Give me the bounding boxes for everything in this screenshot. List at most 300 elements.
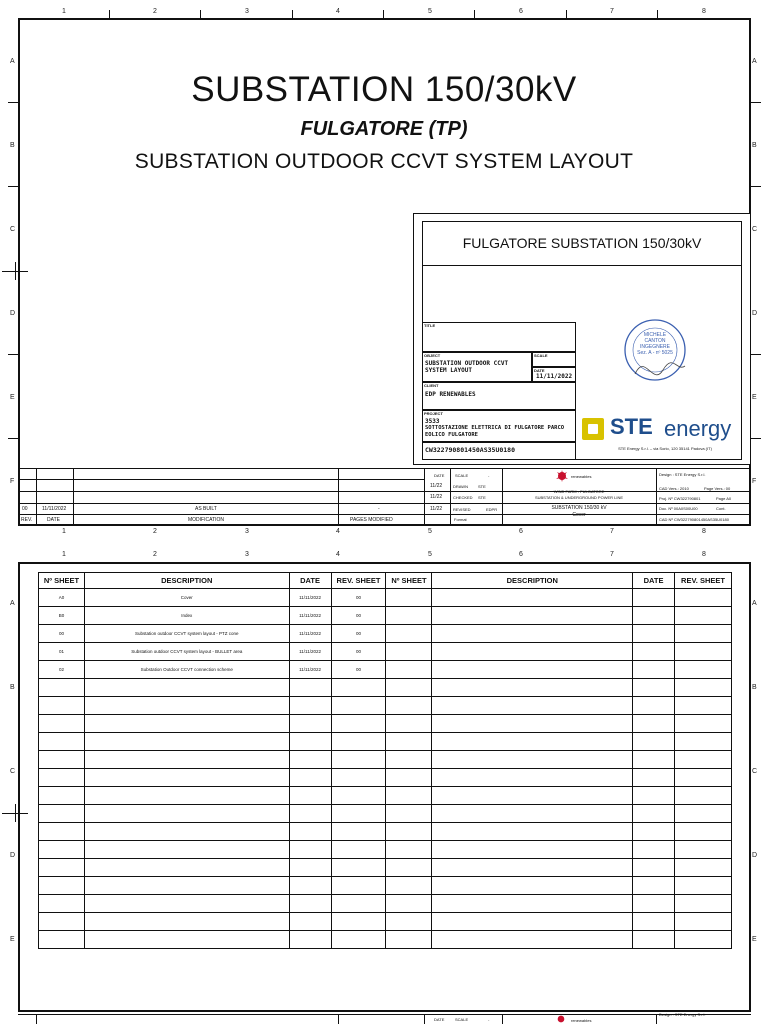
table-cell (386, 805, 432, 823)
revblock-col (450, 468, 451, 526)
date-label: DATE (534, 368, 545, 373)
table-cell (39, 805, 85, 823)
table-cell (39, 913, 85, 931)
grid-tick (292, 10, 293, 18)
table-cell (633, 607, 675, 625)
grid-col: 5 (428, 528, 432, 535)
table-cell (432, 895, 633, 913)
table-cell (289, 697, 331, 715)
table-cell (633, 859, 675, 877)
table-row (39, 697, 732, 715)
table-cell (331, 787, 386, 805)
grid-col: 5 (428, 551, 432, 558)
col-header: DATE (289, 573, 331, 589)
table-cell (633, 895, 675, 913)
table-cell (386, 661, 432, 679)
table-cell (331, 769, 386, 787)
table-cell (289, 751, 331, 769)
table-cell: 02 (39, 661, 85, 679)
strip-scale-value: - (488, 1017, 490, 1022)
table-cell (84, 679, 289, 697)
table-cell (633, 715, 675, 733)
grid-row: E (752, 394, 757, 401)
edp-brand: renewables (571, 474, 592, 479)
table-cell (675, 661, 732, 679)
grid-tick (474, 10, 475, 18)
table-cell: 11/11/2022 (289, 643, 331, 661)
revblock-col (424, 468, 425, 526)
grid-row: D (752, 852, 758, 859)
grid-col: 8 (702, 8, 706, 15)
table-cell (432, 625, 633, 643)
table-cell (84, 841, 289, 859)
revised-date: 11/22 (430, 506, 443, 512)
table-cell: 00 (331, 661, 386, 679)
table-cell (289, 841, 331, 859)
table-cell: A0 (39, 589, 85, 607)
table-cell (386, 787, 432, 805)
grid-row: A (10, 600, 15, 607)
table-cell (39, 787, 85, 805)
table-row (39, 679, 732, 697)
table-cell (675, 697, 732, 715)
table-cell (386, 895, 432, 913)
table-cell (675, 607, 732, 625)
cad-number: CAD Nº CW322790801450AS35U0180 (659, 517, 729, 522)
grid-row: C (752, 768, 758, 775)
grid-tick (657, 10, 658, 18)
table-cell (633, 913, 675, 931)
stamp-line: CANTON (644, 338, 666, 344)
table-row (39, 931, 732, 949)
grid-row: F (10, 478, 15, 485)
table-cell (331, 679, 386, 697)
table-cell (331, 913, 386, 931)
grid-col: 7 (610, 8, 614, 15)
strip-date-label: DATE (434, 1017, 445, 1022)
table-cell (432, 643, 633, 661)
table-row (39, 805, 732, 823)
table-row (39, 751, 732, 769)
table-cell (331, 805, 386, 823)
table-row (39, 787, 732, 805)
revblock-col (656, 468, 657, 526)
table-cell (39, 733, 85, 751)
table-cell: 00 (331, 607, 386, 625)
table-cell (331, 895, 386, 913)
table-cell (289, 715, 331, 733)
main-title: SUBSTATION 150/30kV (191, 70, 577, 109)
table-row (39, 841, 732, 859)
strip-col (338, 1014, 339, 1024)
table-cell (84, 805, 289, 823)
project-label: PROJECT (424, 411, 443, 416)
table-cell (39, 859, 85, 877)
grid-col: 4 (336, 528, 340, 535)
grid-col: 6 (519, 528, 523, 535)
table-cell (386, 769, 432, 787)
revised-by: EDPR (486, 507, 498, 512)
checked-label: CHECKED (453, 495, 473, 500)
next-page-edge (18, 1014, 751, 1015)
col-header: REV. SHEET (331, 573, 386, 589)
table-cell (289, 805, 331, 823)
grid-tick (751, 438, 761, 439)
table-row (39, 913, 732, 931)
revised-label: REVISED (453, 507, 471, 512)
table-row (39, 895, 732, 913)
table-cell (675, 823, 732, 841)
table-cell (39, 715, 85, 733)
table-cell (289, 733, 331, 751)
table-cell (432, 841, 633, 859)
table-cell: 00 (331, 643, 386, 661)
grid-tick (566, 10, 567, 18)
table-cell (633, 841, 675, 859)
index-header-row (39, 573, 732, 589)
table-cell (432, 769, 633, 787)
table-cell (289, 895, 331, 913)
table-cell (633, 823, 675, 841)
strip-design: Design : STE Energy S.r.l. (659, 1012, 706, 1017)
grid-row: A (10, 58, 15, 65)
drawing-description: SUBSTATION OUTDOOR CCVT SYSTEM LAYOUT (134, 150, 634, 173)
table-cell (432, 607, 633, 625)
table-cell (331, 715, 386, 733)
table-cell (84, 895, 289, 913)
table-cell (432, 589, 633, 607)
strip-brand: renewables (571, 1018, 592, 1023)
table-cell (633, 661, 675, 679)
revblock-row (18, 503, 751, 504)
grid-row: E (752, 936, 757, 943)
table-cell (432, 805, 633, 823)
grid-col: 3 (245, 528, 249, 535)
table-cell: 11/11/2022 (289, 607, 331, 625)
hdr-rev: REV. (21, 517, 33, 523)
table-cell (331, 859, 386, 877)
grid-row: B (752, 142, 757, 149)
table-cell (633, 751, 675, 769)
grid-row: D (752, 310, 758, 317)
table-cell (432, 751, 633, 769)
table-cell (386, 913, 432, 931)
table-cell (386, 625, 432, 643)
table-cell (633, 679, 675, 697)
table-cell (633, 589, 675, 607)
table-cell (675, 751, 732, 769)
table-cell (289, 913, 331, 931)
stamp-line: MICHELE (643, 332, 667, 338)
table-cell (675, 625, 732, 643)
company-address: STE Energy S.r.l. – via Sorio, 120 35141 Padova (IT) (618, 446, 712, 451)
grid-row: D (10, 852, 16, 859)
table-cell (39, 769, 85, 787)
table-cell (386, 715, 432, 733)
rev-pages: - (378, 506, 380, 512)
table-cell (675, 787, 732, 805)
sheet-index-table (38, 572, 732, 949)
scale-label: SCALE (455, 473, 469, 478)
table-cell (633, 931, 675, 949)
table-cell (675, 841, 732, 859)
grid-row: B (10, 684, 15, 691)
ste-logo-inner (588, 424, 598, 434)
index-body (39, 589, 732, 949)
table-cell: 00 (331, 589, 386, 607)
table-cell (331, 841, 386, 859)
table-cell (432, 733, 633, 751)
table-cell (675, 679, 732, 697)
grid-col: 8 (702, 528, 706, 535)
table-cell (432, 913, 633, 931)
cad-version: CAD Vers.: 2010 (659, 486, 689, 491)
table-cell (675, 877, 732, 895)
grid-col: 6 (519, 8, 523, 15)
grid-row: B (10, 142, 15, 149)
table-cell: Substation Outdoor CCVT connection scheme (84, 661, 289, 679)
stamp-line: Sez. A - nº 5025 (637, 350, 673, 356)
project-name: SOTTOSTAZIONE ELETTRICA DI FULGATORE PARCO EOLICO FULGATORE (425, 425, 565, 438)
hdr-pages: PAGES MODIFIED (350, 517, 393, 523)
table-row (39, 607, 732, 625)
revblock-top (18, 468, 751, 469)
grid-col: 5 (428, 8, 432, 15)
grid-col: 1 (62, 528, 66, 535)
table-row (39, 625, 732, 643)
table-cell (386, 823, 432, 841)
stamp-line: INGEGNERE (639, 344, 670, 350)
table-cell (675, 913, 732, 931)
grid-col: 4 (336, 551, 340, 558)
col-header: Nº SHEET (386, 573, 432, 589)
title-label: TITLE (424, 323, 436, 328)
table-cell (331, 877, 386, 895)
table-cell (675, 931, 732, 949)
table-cell (675, 895, 732, 913)
table-cell (289, 877, 331, 895)
doc-number: Doc. Nº 00A0S00U00 (659, 506, 698, 511)
cont-label: Cont. (716, 506, 726, 511)
table-cell (331, 931, 386, 949)
table-cell (39, 931, 85, 949)
table-cell (289, 823, 331, 841)
hdr-date: DATE (47, 517, 60, 523)
table-cell (331, 697, 386, 715)
table-cell (675, 715, 732, 733)
center-mark (15, 262, 16, 280)
table-cell (84, 697, 289, 715)
table-cell (39, 877, 85, 895)
rev-number: 00 (22, 506, 28, 512)
table-cell (289, 931, 331, 949)
grid-col: 7 (610, 528, 614, 535)
revblock-row (18, 479, 424, 480)
project-line: SUBSTATION & UNDERGROUND POWER LINE (534, 495, 624, 500)
table-cell (675, 643, 732, 661)
project-number: Proj. Nº CW322790801 (659, 496, 701, 501)
table-cell (84, 787, 289, 805)
rev-date: 11/11/2022 (42, 506, 67, 512)
strip-col (36, 1014, 37, 1024)
table-cell (39, 679, 85, 697)
table-cell: Index (84, 607, 289, 625)
table-row (39, 661, 732, 679)
table-row (39, 733, 732, 751)
grid-tick (200, 10, 201, 18)
col-header: DESCRIPTION (432, 573, 633, 589)
design-by: Design : STE Energy S.r.l. (659, 472, 706, 477)
company-suffix: energy (664, 416, 732, 441)
table-cell (386, 931, 432, 949)
drawn-date: 11/22 (430, 483, 443, 489)
table-cell: 11/11/2022 (289, 625, 331, 643)
table-cell (675, 859, 732, 877)
table-cell (432, 715, 633, 733)
table-cell (633, 805, 675, 823)
table-cell (386, 859, 432, 877)
grid-row: B (752, 684, 757, 691)
subtitle: FULGATORE (TP) (300, 118, 468, 140)
table-cell (289, 859, 331, 877)
format-label: Format (454, 517, 467, 522)
table-cell (289, 787, 331, 805)
table-cell: Substation outdoor CCVT system layout - PTZ cone (84, 625, 289, 643)
table-cell (84, 751, 289, 769)
table-row (39, 877, 732, 895)
edp-logo-icon (555, 470, 569, 482)
table-cell: B0 (39, 607, 85, 625)
table-row (39, 769, 732, 787)
table-row (39, 715, 732, 733)
grid-row: C (752, 226, 758, 233)
grid-tick (751, 354, 761, 355)
grid-col: 7 (610, 551, 614, 558)
table-cell: 01 (39, 643, 85, 661)
table-cell: Cover (84, 589, 289, 607)
grid-row: E (10, 394, 15, 401)
table-cell (432, 823, 633, 841)
client-label: CLIENT (424, 383, 439, 388)
table-cell (633, 625, 675, 643)
table-cell (39, 823, 85, 841)
col-header: Nº SHEET (39, 573, 85, 589)
scale-value: - (488, 473, 490, 478)
table-cell (675, 733, 732, 751)
table-cell (289, 769, 331, 787)
grid-col: 6 (519, 551, 523, 558)
grid-col: 1 (62, 8, 66, 15)
page-version: Page Vers.: 00 (704, 486, 731, 491)
checked-date: 11/22 (430, 494, 443, 500)
col-header: DATE (633, 573, 675, 589)
table-cell (39, 697, 85, 715)
table-cell: 11/11/2022 (289, 589, 331, 607)
table-cell (386, 751, 432, 769)
grid-col: 8 (702, 551, 706, 558)
table-cell (633, 697, 675, 715)
sheet-subtitle: Cover (572, 512, 586, 518)
grid-row: D (10, 310, 16, 317)
title-block-heading: FULGATORE SUBSTATION 150/30kV (462, 235, 702, 251)
table-cell (675, 805, 732, 823)
table-cell (84, 859, 289, 877)
grid-row: F (752, 478, 757, 485)
strip-col (502, 1014, 503, 1024)
grid-tick (109, 10, 110, 18)
table-cell (386, 679, 432, 697)
edp-logo-icon (555, 1014, 567, 1024)
table-cell (432, 877, 633, 895)
grid-col: 3 (245, 8, 249, 15)
sheet-title: SUBSTATION 150/30 kV (551, 505, 607, 511)
grid-row: A (752, 58, 757, 65)
table-cell (84, 769, 289, 787)
col-header: DESCRIPTION (84, 573, 289, 589)
revblock-col (73, 468, 74, 526)
grid-col: 2 (153, 551, 157, 558)
table-cell (432, 931, 633, 949)
table-cell (386, 697, 432, 715)
revblock-col (338, 468, 339, 526)
project-line: WIND FARM - FULGATORE (553, 489, 605, 494)
scale-label: SCALE (534, 353, 548, 358)
table-cell (84, 823, 289, 841)
table-cell (386, 841, 432, 859)
table-cell (84, 733, 289, 751)
grid-tick (751, 186, 761, 187)
table-row (39, 859, 732, 877)
grid-col: 4 (336, 8, 340, 15)
doc-code: CW322790801450AS35U0180 (425, 446, 516, 454)
table-cell (432, 661, 633, 679)
stamp-text (630, 332, 680, 356)
strip-col (424, 1014, 425, 1024)
grid-row: C (10, 226, 16, 233)
grid-col: 2 (153, 528, 157, 535)
grid-row: E (10, 936, 15, 943)
table-cell (633, 877, 675, 895)
table-cell (386, 643, 432, 661)
object-value: SUBSTATION OUTDOOR CCVT SYSTEM LAYOUT (425, 360, 509, 374)
grid-tick (8, 354, 18, 355)
grid-tick (383, 10, 384, 18)
table-cell: 11/11/2022 (289, 661, 331, 679)
table-cell (331, 823, 386, 841)
grid-row: C (10, 768, 16, 775)
revblock-col (36, 468, 37, 526)
title-cell (422, 322, 576, 352)
table-row (39, 643, 732, 661)
checked-by: STE (478, 495, 486, 500)
table-cell (633, 787, 675, 805)
table-cell (386, 589, 432, 607)
table-cell (633, 643, 675, 661)
object-label: OBJECT (424, 353, 441, 358)
table-cell (386, 607, 432, 625)
client-value: EDP RENEWABLES (425, 391, 476, 398)
drawn-label: DRAWN (453, 484, 468, 489)
drawn-by: STE (478, 484, 486, 489)
grid-row: A (752, 600, 757, 607)
table-cell (432, 679, 633, 697)
col-header: REV. SHEET (675, 573, 732, 589)
date-value: 11/11/2022 (536, 373, 573, 380)
grid-col: 1 (62, 551, 66, 558)
page-number: Page A0 (716, 496, 732, 501)
table-cell (386, 733, 432, 751)
table-cell (675, 769, 732, 787)
